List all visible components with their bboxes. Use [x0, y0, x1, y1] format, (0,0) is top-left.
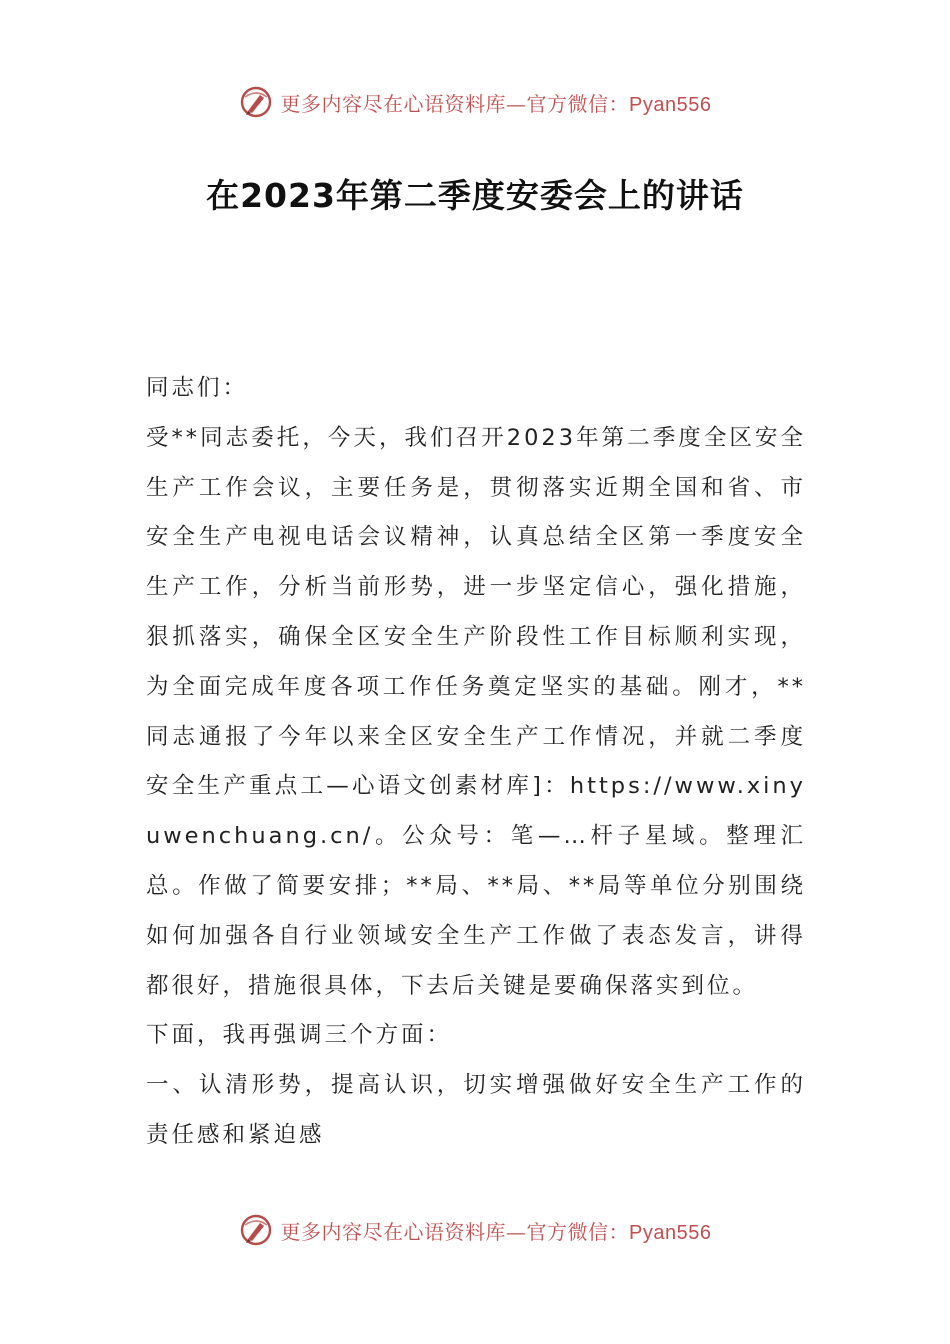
banner-text: 更多内容尽在心语资料库—官方微信：Pyan556 — [280, 1219, 712, 1244]
banner-text: 更多内容尽在心语资料库—官方微信：Pyan556 — [280, 91, 712, 116]
pen-logo-icon — [239, 85, 273, 119]
wechat-id: Pyan556 — [629, 93, 712, 116]
wechat-id: Pyan556 — [629, 1221, 712, 1244]
salutation: 同志们： — [146, 375, 249, 401]
paragraph-transition: 下面，我再强调三个方面： — [146, 1022, 453, 1049]
paragraph-opening: 受**同志委托，今天，我们召开2023年第二季度全区安全生产工作会议，主要任务是，贯彻落实近期全国和省、市安全生产电视电话会议精神，认真总结全区第一季度安全生产工作，分析当前形势，进一步坚定信心，强化措施，狠抓落实，确保全区安全生产阶段性工作目标顺利实现，为全面完成年度各项工作任务奠定坚实的基础。刚才，**同志通报了今年以来全区安全生产工作情况，并就二季度安全生产重点工—心语文创素材库]：https://www.xinyuwenchuang.cn/。公众号：笔—…杆子星域。整理汇总。作做了简要安排；**局、**局、**局等单位分别围绕如何加强各自行业领域安全生产工作做了表态发言，讲得都很好，措施很具体，下去后关键是要确保落实到位。 — [146, 424, 806, 999]
footer-watermark-banner — [0, 1210, 950, 1250]
document-title: 在2023年第二季度安委会上的讲话 — [206, 176, 744, 215]
header-watermark-banner — [0, 82, 950, 122]
section-heading-1: 一、认清形势，提高认识，切实增强做好安全生产工作的责任感和紧迫感 — [146, 1072, 806, 1148]
document-body — [146, 364, 806, 1161]
pen-logo-icon — [239, 1213, 273, 1247]
